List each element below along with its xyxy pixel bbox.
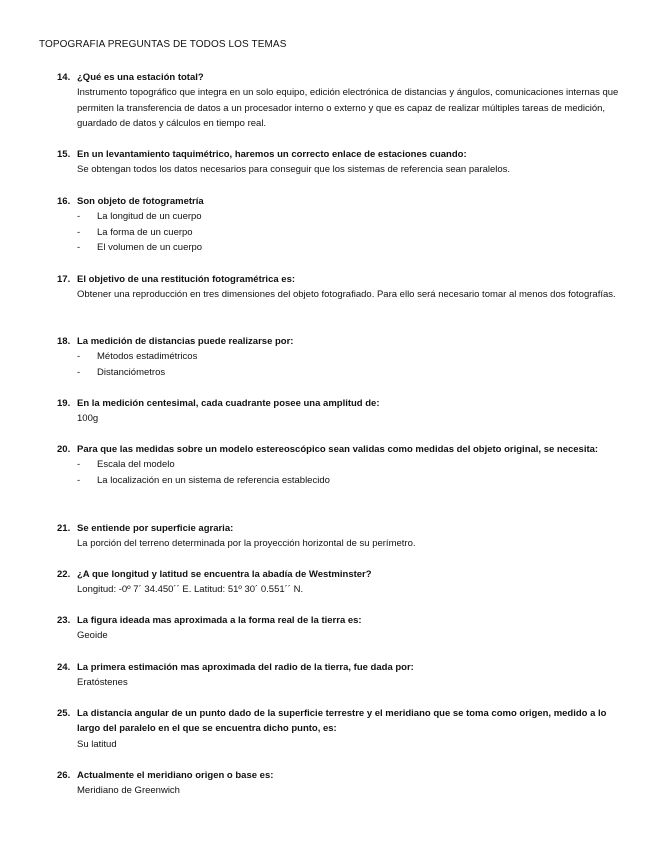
question-text: Son objeto de fotogrametría bbox=[77, 196, 204, 207]
answer-text: Longitud: -0º 7´ 34.450´´ E. Latitud: 51º 30´ 0.551´´ N. bbox=[77, 584, 304, 596]
answer-text: Geoide bbox=[77, 630, 108, 642]
bullet-text: El volumen de un cuerpo bbox=[97, 242, 203, 254]
bullet-dash-icon: - bbox=[77, 242, 81, 254]
question-text: La medición de distancias puede realizarse por: bbox=[77, 336, 294, 347]
answer-bullet-list bbox=[57, 209, 627, 255]
question-number: 14. bbox=[57, 72, 71, 83]
answer-bullet bbox=[77, 225, 627, 240]
answer-text: Meridiano de Greenwich bbox=[77, 785, 180, 797]
question-number: 22. bbox=[57, 569, 71, 580]
bullet-dash-icon: - bbox=[77, 366, 81, 378]
bullet-text: La longitud de un cuerpo bbox=[97, 211, 202, 223]
answer-bullet bbox=[77, 365, 627, 380]
question-text: La primera estimación mas aproximada del radio de la tierra, fue dada por: bbox=[77, 662, 414, 673]
question-number: 15. bbox=[57, 149, 71, 160]
question-number: 16. bbox=[57, 196, 71, 207]
bullet-dash-icon: - bbox=[77, 474, 81, 486]
question-item bbox=[57, 613, 627, 644]
question-item bbox=[57, 70, 627, 132]
answer-text: Eratóstenes bbox=[77, 677, 128, 689]
question-text: En un levantamiento taquimétrico, haremos un correcto enlace de estaciones cuando: bbox=[77, 149, 467, 160]
question-number: 24. bbox=[57, 662, 71, 673]
question-item bbox=[57, 194, 627, 256]
bullet-dash-icon: - bbox=[77, 459, 81, 471]
question-item bbox=[57, 147, 627, 178]
question-text: Para que las medidas sobre un modelo estereoscópico sean validas como medidas del objeto original, se necesita: bbox=[77, 444, 599, 455]
document-title: TOPOGRAFIA PREGUNTAS DE TODOS LOS TEMAS bbox=[39, 39, 287, 50]
question-text: El objetivo de una restitución fotogramétrica es: bbox=[77, 274, 296, 285]
question-item bbox=[57, 272, 627, 303]
answer-bullet bbox=[77, 209, 627, 224]
question-text: Actualmente el meridiano origen o base es: bbox=[77, 770, 274, 781]
answer-bullet-list bbox=[57, 457, 627, 488]
bullet-dash-icon: - bbox=[77, 351, 81, 363]
question-item bbox=[57, 660, 627, 691]
bullet-text: Escala del modelo bbox=[97, 459, 175, 471]
question-item bbox=[57, 567, 627, 598]
bullet-dash-icon: - bbox=[77, 211, 81, 223]
question-number: 21. bbox=[57, 523, 71, 534]
answer-text: 100g bbox=[77, 413, 99, 425]
question-item bbox=[57, 706, 627, 752]
question-number: 25. bbox=[57, 708, 71, 719]
question-item bbox=[57, 396, 627, 427]
bullet-text: Métodos estadimétricos bbox=[97, 351, 198, 363]
question-text: Se entiende por superficie agraria: bbox=[77, 523, 234, 534]
answer-bullet bbox=[77, 457, 627, 472]
question-item bbox=[57, 442, 627, 488]
question-item bbox=[57, 521, 627, 552]
bullet-text: La localización en un sistema de referencia establecido bbox=[97, 474, 330, 486]
question-text: En la medición centesimal, cada cuadrante posee una amplitud de: bbox=[77, 398, 380, 409]
bullet-dash-icon: - bbox=[77, 226, 81, 238]
bullet-text: Distanciómetros bbox=[97, 366, 166, 378]
answer-text: Obtener una reproducción en tres dimensiones del objeto fotografiado. Para ello será necesario tomar al menos dos fotografías. bbox=[77, 289, 616, 301]
question-text: La figura ideada mas aproximada a la forma real de la tierra es: bbox=[77, 615, 362, 626]
answer-bullet bbox=[77, 240, 627, 255]
question-number: 23. bbox=[57, 615, 71, 626]
question-item bbox=[57, 768, 627, 799]
question-text: ¿Qué es una estación total? bbox=[77, 72, 204, 83]
answer-text: La porción del terreno determinada por la proyección horizontal de su perímetro. bbox=[77, 538, 416, 550]
bullet-text: La forma de un cuerpo bbox=[97, 226, 193, 238]
question-item bbox=[57, 334, 627, 380]
answer-text: Instrumento topográfico que integra en un solo equipo, edición electrónica de distancias y ángulos, comunicaciones internas que permiten la transferencia de datos a un procesador interno o externo y que es capaz de realizar múltiples tareas de medición, guardado de datos y cálculos en tiempo real. bbox=[77, 87, 619, 130]
question-number: 18. bbox=[57, 336, 71, 347]
answer-text: Su latitud bbox=[77, 738, 117, 750]
question-number: 19. bbox=[57, 398, 71, 409]
question-text: ¿A que longitud y latitud se encuentra la abadía de Westminster? bbox=[77, 569, 372, 580]
question-number: 20. bbox=[57, 444, 71, 455]
answer-bullet bbox=[77, 473, 627, 488]
answer-text: Se obtengan todos los datos necesarios para conseguir que los sistemas de referencia sean paralelos. bbox=[77, 164, 511, 176]
question-text: La distancia angular de un punto dado de la superficie terrestre y el meridiano que se toma como origen, medido a lo largo del paralelo en el que se encuentra dicho punto, es: bbox=[77, 708, 607, 735]
answer-bullet-list bbox=[57, 349, 627, 380]
question-number: 17. bbox=[57, 274, 71, 285]
answer-bullet bbox=[77, 349, 627, 364]
question-number: 26. bbox=[57, 770, 71, 781]
